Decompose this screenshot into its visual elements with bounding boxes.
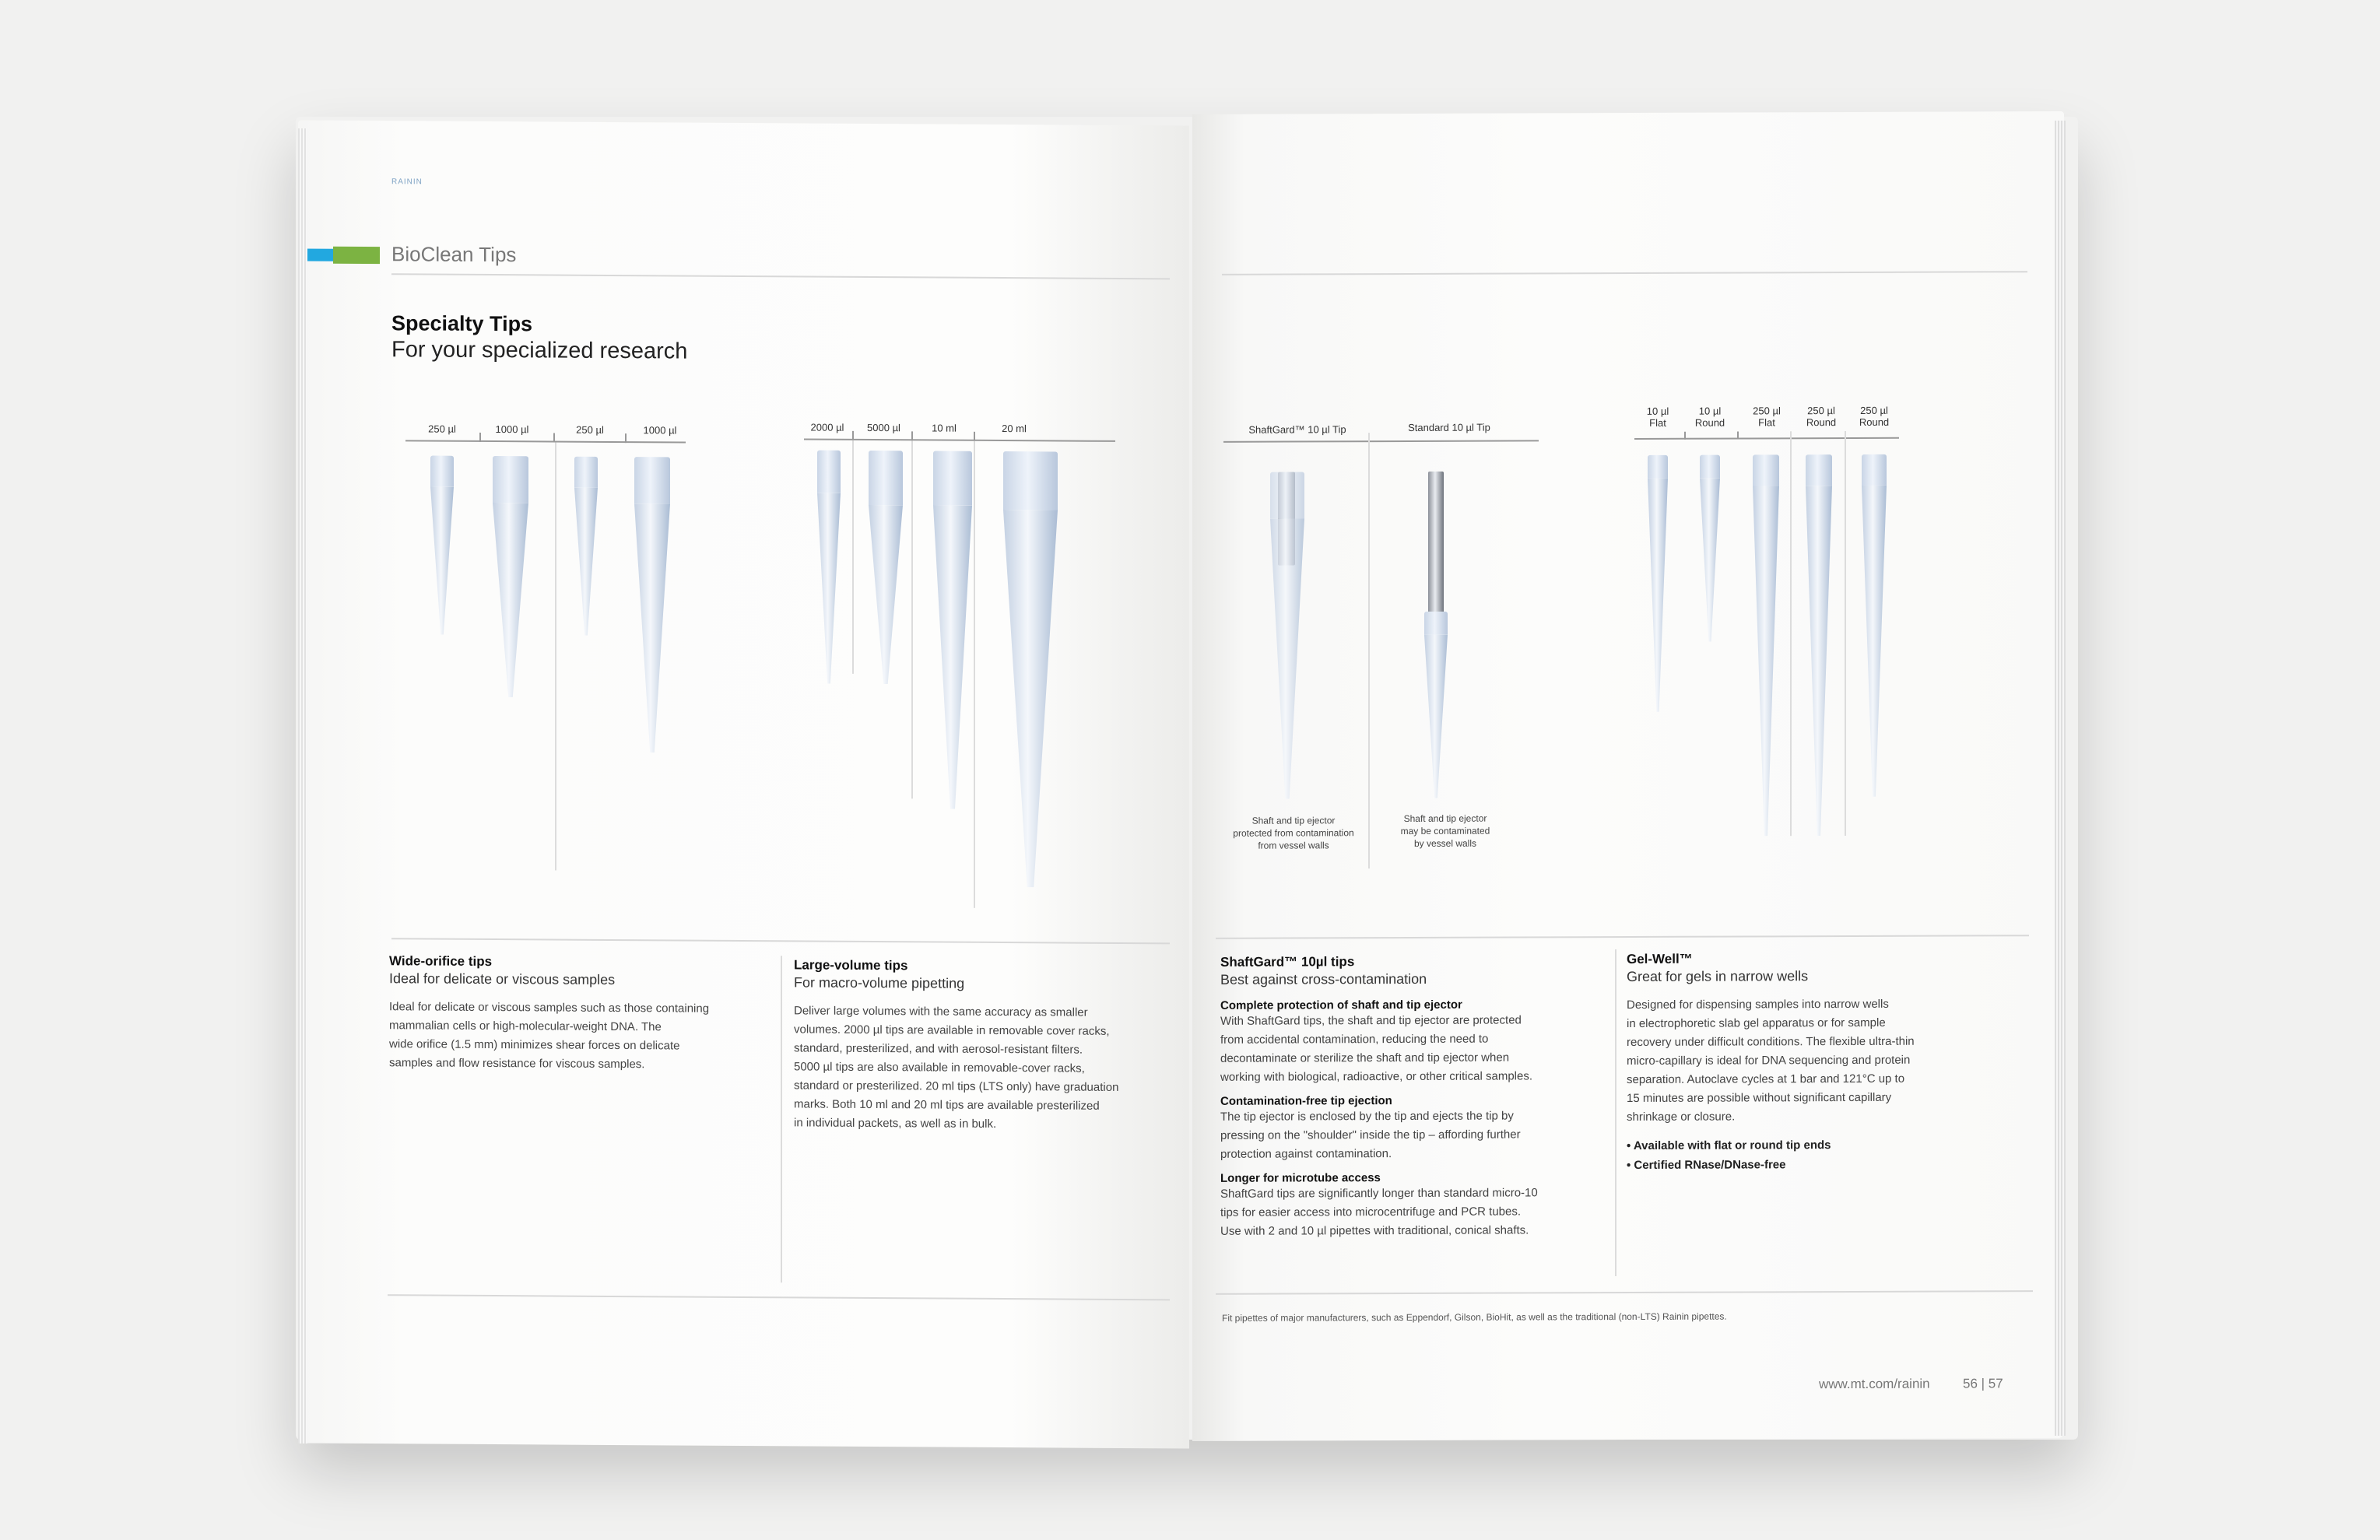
right-page xyxy=(1192,111,2064,1441)
running-head: RAININ xyxy=(391,177,423,187)
label-tick xyxy=(1684,432,1686,440)
label-tick xyxy=(911,431,913,440)
section-title: BioClean Tips xyxy=(391,242,517,267)
page-edges xyxy=(2055,121,2066,1436)
article-large-volume xyxy=(794,957,1167,1135)
website-url: www.mt.com/rainin xyxy=(1819,1376,1930,1392)
column-divider xyxy=(781,956,782,1282)
gelwell-tip-image xyxy=(1648,455,1668,712)
label-tick xyxy=(852,431,854,440)
standard-caption: Shaft and tip ejector may be contaminated by vessel walls xyxy=(1400,812,1490,849)
figure-divider xyxy=(1845,431,1846,836)
shaftgard-tip-image xyxy=(1270,472,1304,798)
label-rule xyxy=(405,440,686,443)
label-rule xyxy=(1223,440,1539,442)
tip-label: 1000 µl xyxy=(495,423,529,436)
article-title: Wide-orifice tips xyxy=(389,953,493,970)
tip-label: 5000 µl xyxy=(867,421,900,434)
content-rule xyxy=(391,938,1170,944)
tip-label: 250 µl Flat xyxy=(1753,405,1781,429)
tip-label: 20 ml xyxy=(1002,423,1027,435)
gelwell-tip-image xyxy=(1753,454,1779,836)
tip-label: 10 µl Round xyxy=(1694,405,1725,429)
list-item: • Certified RNase/DNase-free xyxy=(1627,1158,1786,1173)
tip-label: 10 µl Flat xyxy=(1646,405,1669,429)
gelwell-tip-image xyxy=(1700,455,1720,642)
section-heading: Complete protection of shaft and tip ejector xyxy=(1220,998,1462,1012)
header-rule xyxy=(391,273,1170,279)
article-shaftgard xyxy=(1220,953,1609,1241)
figure-divider xyxy=(911,440,913,798)
gelwell-tip-image xyxy=(1806,454,1832,836)
label-rule xyxy=(804,438,1115,441)
page-subheading: For your specialized research xyxy=(391,337,688,364)
label-tick xyxy=(1737,432,1739,440)
list-item: • Available with flat or round tip ends xyxy=(1627,1138,1831,1153)
label-tick xyxy=(625,433,627,443)
label-tick xyxy=(553,433,555,443)
feature-list xyxy=(1627,1135,2016,1175)
tip-label: Standard 10 µl Tip xyxy=(1408,421,1490,433)
section-color-bar xyxy=(333,247,380,264)
left-page xyxy=(298,121,1189,1449)
article-subtitle: For macro-volume pipetting xyxy=(794,974,965,991)
column-divider xyxy=(1615,949,1617,1276)
gelwell-tip-image xyxy=(1862,454,1887,797)
bottom-rule xyxy=(388,1294,1170,1300)
article-title: Gel-Well™ xyxy=(1627,951,1693,967)
pipette-tip-image xyxy=(574,457,598,636)
section-body: With ShaftGard tips, the shaft and tip ejector are protected from accidental contamination, reducing the need to decontaminate or sterilize the shaft and tip ejector when working with biological, radioactive, or other critical samples. xyxy=(1220,1013,1533,1084)
pipette-tip-image xyxy=(817,451,841,684)
page-heading: Specialty Tips xyxy=(391,311,533,336)
label-tick xyxy=(974,432,975,441)
content-rule xyxy=(1216,935,2029,939)
pipette-tip-image xyxy=(634,457,670,752)
article-body: Ideal for delicate or viscous samples such as those containing mammalian cells or high-molecular-weight DNA. The wide orifice (1.5 mm) minimizes shear forces on delicate samples and flow resistance for viscous samples. xyxy=(389,1000,710,1072)
section-body: ShaftGard tips are significantly longer than standard micro-10 tips for easier access into microcentrifuge and PCR tubes. Use with 2 and 10 µl pipettes with traditional, conical shafts. xyxy=(1220,1186,1538,1238)
article-wide-orifice xyxy=(389,953,771,1075)
tip-label: 250 µl xyxy=(576,423,604,436)
tip-label: ShaftGard™ 10 µl Tip xyxy=(1248,423,1346,436)
tip-label: 250 µl Round xyxy=(1806,405,1837,429)
tip-label: 250 µl xyxy=(428,423,456,435)
figure-divider xyxy=(974,441,975,908)
article-subtitle: Best against cross-contamination xyxy=(1220,970,1427,987)
article-body: Deliver large volumes with the same accuracy as smaller volumes. 2000 µl tips are available in removable cover racks, standard, presterilized, and with aerosol-resistant filters. 5000 µl tips are also available in removable-cover racks, standard or presterilized. 20 ml tips (LTS only) have graduation marks. Both 10 ml and 20 ml tips are available presterilized in individual packets, as well as in bulk. xyxy=(794,1004,1119,1131)
section-heading: Longer for microtube access xyxy=(1220,1171,1381,1185)
footnote: Fit pipettes of major manufacturers, such as Eppendorf, Gilson, BioHit, as well as the traditional (non-LTS) Rainin pipettes. xyxy=(1222,1310,1727,1324)
section-heading: Contamination-free tip ejection xyxy=(1220,1094,1392,1108)
article-subtitle: Ideal for delicate or viscous samples xyxy=(389,970,616,987)
bottom-rule xyxy=(1216,1290,2033,1295)
tip-label: 2000 µl xyxy=(810,421,844,433)
article-body: Designed for dispensing samples into narrow wells in electrophoretic slab gel apparatus or for sample recovery under difficult conditions. The flexible ultra-thin micro-capillary is ideal for DNA sequencing and protein separation. Autoclave cycles at 1 bar and 121°C up to 15 minutes are possible without significant capillary shrinkage or closure. xyxy=(1627,997,1915,1124)
header-rule xyxy=(1222,271,2027,275)
figure-divider xyxy=(555,443,556,871)
standard-tip-image xyxy=(1424,612,1448,798)
pipette-shaft-image xyxy=(1428,472,1444,627)
tip-label: 1000 µl xyxy=(643,424,677,437)
tip-label: 250 µl Round xyxy=(1859,404,1890,428)
figure-divider xyxy=(1368,433,1370,868)
label-tick xyxy=(479,433,481,442)
pipette-tip-image xyxy=(933,451,972,809)
section-body: The tip ejector is enclosed by the tip and ejects the tip by pressing on the "shoulder" inside the tip – affording further protection against contamination. xyxy=(1220,1109,1521,1161)
article-gelwell xyxy=(1627,950,2016,1175)
pipette-tip-image xyxy=(1003,451,1058,887)
pipette-tip-image xyxy=(430,456,454,635)
figure-divider xyxy=(1790,431,1792,836)
shaftgard-caption: Shaft and tip ejector protected from contamination from vessel walls xyxy=(1233,815,1354,851)
pipette-tip-image xyxy=(869,451,903,684)
tip-label: 10 ml xyxy=(932,422,957,434)
page-edges xyxy=(298,128,307,1444)
pipette-tip-image xyxy=(493,456,528,697)
label-rule xyxy=(1634,437,1899,440)
page-numbers: 56 | 57 xyxy=(1963,1376,2003,1391)
figure-divider xyxy=(852,440,854,674)
article-title: ShaftGard™ 10µl tips xyxy=(1220,954,1355,970)
article-title: Large-volume tips xyxy=(794,957,908,973)
article-subtitle: Great for gels in narrow wells xyxy=(1627,968,1809,985)
